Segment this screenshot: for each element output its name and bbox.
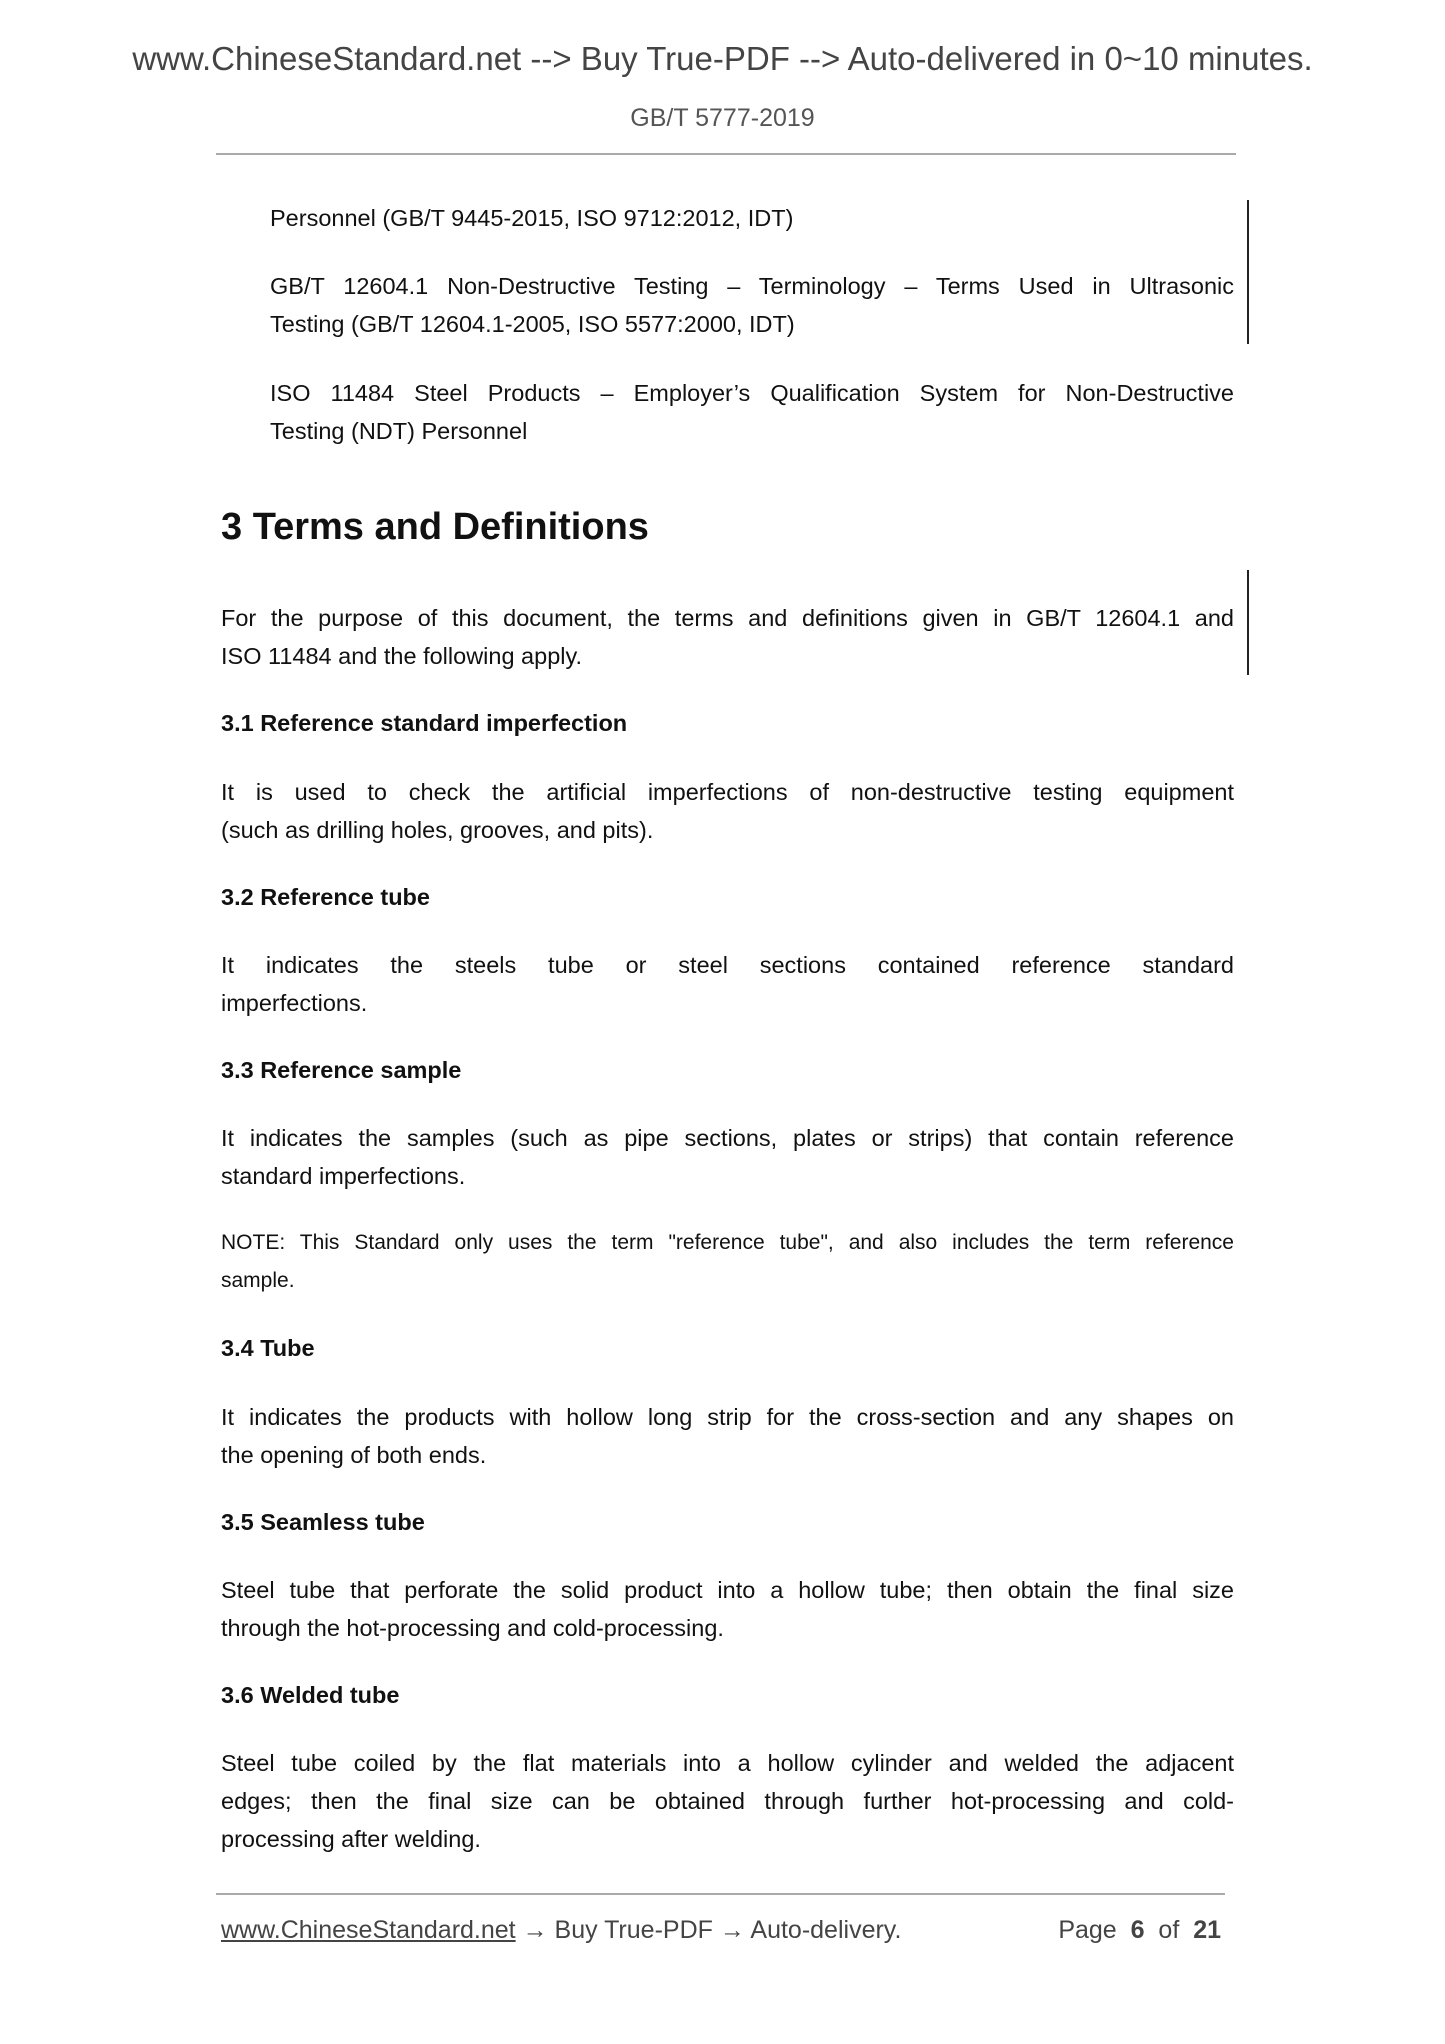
text-line: (such as drilling holes, grooves, and pits).	[221, 817, 654, 843]
page-total: 21	[1193, 1916, 1221, 1944]
text-line: Steel tube that perforate the solid product into a hollow tube; then obtain the final size	[221, 1577, 1234, 1603]
text-line: ISO 11484 Steel Products – Employer’s Qualification System for Non-Destructive	[270, 380, 1234, 406]
footer-divider	[216, 1893, 1225, 1895]
text-line: For the purpose of this document, the terms and definitions given in GB/T 12604.1 and	[221, 605, 1234, 631]
reference-entry	[270, 374, 1234, 450]
text-line: NOTE: This Standard only uses the term "reference tube", and also includes the term reference	[221, 1231, 1234, 1254]
reference-entry	[270, 199, 1234, 237]
text-line: It is used to check the artificial imperfections of non-destructive testing equipment	[221, 779, 1234, 805]
term-definition	[221, 1398, 1234, 1474]
text-line: edges; then the final size can be obtained through further hot-processing and cold-	[221, 1788, 1234, 1814]
text-line: Steel tube coiled by the flat materials into a hollow cylinder and welded the adjacent	[221, 1750, 1234, 1776]
footer-link[interactable]: www.ChineseStandard.net	[221, 1916, 516, 1944]
text-line: GB/T 12604.1 Non-Destructive Testing – Terminology – Terms Used in Ultrasonic	[270, 273, 1234, 299]
section-heading: 3 Terms and Definitions	[221, 506, 649, 548]
banner-header: www.ChineseStandard.net --> Buy True-PDF --> Auto-delivered in 0~10 minutes.	[132, 40, 1313, 77]
text-line: processing after welding.	[221, 1826, 481, 1852]
term-definition	[221, 946, 1234, 1022]
term-title: 3.5 Seamless tube	[221, 1509, 425, 1535]
text-line: imperfections.	[221, 990, 368, 1016]
text-line: ISO 11484 and the following apply.	[221, 643, 583, 669]
term-title: 3.3 Reference sample	[221, 1057, 462, 1083]
page-indicator	[1058, 1916, 1221, 1945]
term-title: 3.1 Reference standard imperfection	[221, 710, 628, 736]
term-definition	[221, 1744, 1234, 1858]
text-line: standard imperfections.	[221, 1163, 466, 1189]
page-number: 6	[1130, 1916, 1145, 1944]
term-note	[221, 1224, 1234, 1300]
header-divider	[216, 153, 1236, 155]
change-bar	[1247, 200, 1249, 344]
text-line: the opening of both ends.	[221, 1442, 487, 1468]
footer-text: → Buy True-PDF → Auto-delivery.	[515, 1916, 902, 1944]
reference-entry	[270, 267, 1234, 343]
term-definition	[221, 1119, 1234, 1195]
term-title: 3.6 Welded tube	[221, 1682, 400, 1708]
term-title: 3.2 Reference tube	[221, 884, 430, 910]
text-line: It indicates the steels tube or steel sections contained reference standard	[221, 952, 1234, 978]
page-label: Page	[1058, 1916, 1117, 1944]
section-intro	[221, 599, 1234, 675]
text-line: sample.	[221, 1269, 295, 1292]
footer	[221, 1916, 1221, 1945]
of-label: of	[1158, 1916, 1180, 1944]
text-line: Testing (NDT) Personnel	[270, 418, 528, 444]
term-definition	[221, 1571, 1234, 1647]
standard-number: GB/T 5777-2019	[630, 104, 815, 132]
term-definition	[221, 773, 1234, 849]
text-line: Testing (GB/T 12604.1-2005, ISO 5577:2000, IDT)	[270, 311, 795, 337]
term-title: 3.4 Tube	[221, 1335, 315, 1361]
text-line: It indicates the products with hollow long strip for the cross-section and any shapes on	[221, 1404, 1234, 1430]
text-line: It indicates the samples (such as pipe sections, plates or strips) that contain reference	[221, 1125, 1234, 1151]
text-line: Personnel (GB/T 9445-2015, ISO 9712:2012, IDT)	[270, 205, 794, 231]
change-bar	[1247, 570, 1249, 675]
text-line: through the hot-processing and cold-processing.	[221, 1615, 724, 1641]
